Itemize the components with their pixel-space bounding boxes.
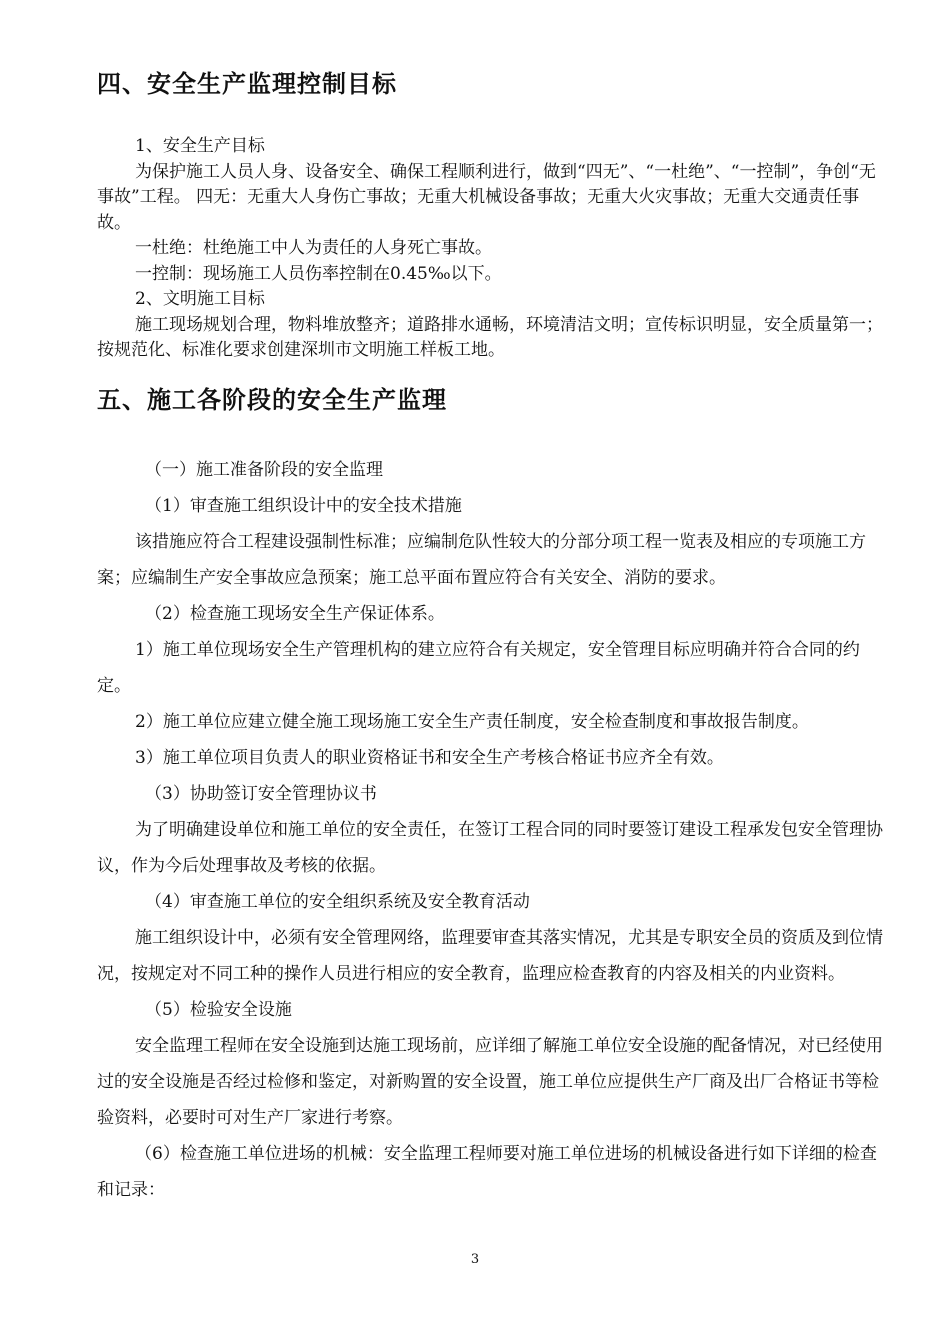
section-heading-4: 四、安全生产监理控制目标 xyxy=(97,70,397,98)
paragraph: 2）施工单位应建立健全施工现场施工安全生产责任制度，安全检查制度和事故报告制度。 xyxy=(135,712,809,732)
subheading: （1）审查施工组织设计中的安全技术措施 xyxy=(145,496,462,516)
paragraph: 施工现场规划合理，物料堆放整齐；道路排水通畅，环境清洁文明；宣传标识明显，安全质量第一；按规范化、标准化要求创建深圳市文明施工样板工地。 xyxy=(97,314,883,360)
paragraph: 为了明确建设单位和施工单位的安全责任，在签订工程合同的同时要签订建设工程承发包安全管理协议，作为今后处理事故及考核的依据。 xyxy=(97,820,883,876)
paragraph: 为保护施工人员人身、设备安全、确保工程顺利进行，做到“四无”、“一杜绝”、“一控制”，争创“无事故”工程。 四无：无重大人身伤亡事故；无重大机械设备事故；无重大火灾事故；无重大交通责任事故。 xyxy=(97,161,876,233)
paragraph: 安全监理工程师在安全设施到达施工现场前，应详细了解施工单位安全设施的配备情况，对已经使用过的安全设施是否经过检修和鉴定，对新购置的安全设置，施工单位应提供生产厂商及出厂合格证书等检验资料，必要时可对生产厂家进行考察。 xyxy=(97,1036,883,1128)
paragraph: 该措施应符合工程建设强制性标准；应编制危队性较大的分部分项工程一览表及相应的专项施工方案；应编制生产安全事故应急预案；施工总平面布置应符合有关安全、消防的要求。 xyxy=(97,532,866,588)
section-4-body xyxy=(97,134,887,364)
subheading: （5）检验安全设施 xyxy=(145,1000,292,1020)
subheading: （2）检查施工现场安全生产保证体系。 xyxy=(145,604,445,624)
subheading-safety-goal: 1、安全生产目标 xyxy=(135,136,265,156)
page-number: 3 xyxy=(470,1252,480,1267)
subheading: （一）施工准备阶段的安全监理 xyxy=(145,460,383,480)
subheading: （4）审查施工单位的安全组织系统及安全教育活动 xyxy=(145,892,530,912)
paragraph: 一杜绝：杜绝施工中人为责任的人身死亡事故。 xyxy=(135,238,492,258)
paragraph: 1）施工单位现场安全生产管理机构的建立应符合有关规定，安全管理目标应明确并符合合同的约定。 xyxy=(97,640,860,696)
paragraph: 3）施工单位项目负责人的职业资格证书和安全生产考核合格证书应齐全有效。 xyxy=(135,748,724,768)
paragraph: （6）检查施工单位进场的机械：安全监理工程师要对施工单位进场的机械设备进行如下详细的检查和记录： xyxy=(97,1144,877,1200)
subheading: （3）协助签订安全管理协议书 xyxy=(145,784,377,804)
paragraph: 施工组织设计中，必须有安全管理网络，监理要审查其落实情况，尤其是专职安全员的资质及到位情况，按规定对不同工种的操作人员进行相应的安全教育，监理应检查教育的内容及相关的内业资料。 xyxy=(97,928,883,984)
section-5-body xyxy=(97,452,887,1208)
section-heading-5: 五、施工各阶段的安全生产监理 xyxy=(97,386,447,414)
subheading-civilized-goal: 2、文明施工目标 xyxy=(135,289,265,309)
paragraph: 一控制：现场施工人员伤率控制在0.45‰以下。 xyxy=(135,263,502,284)
